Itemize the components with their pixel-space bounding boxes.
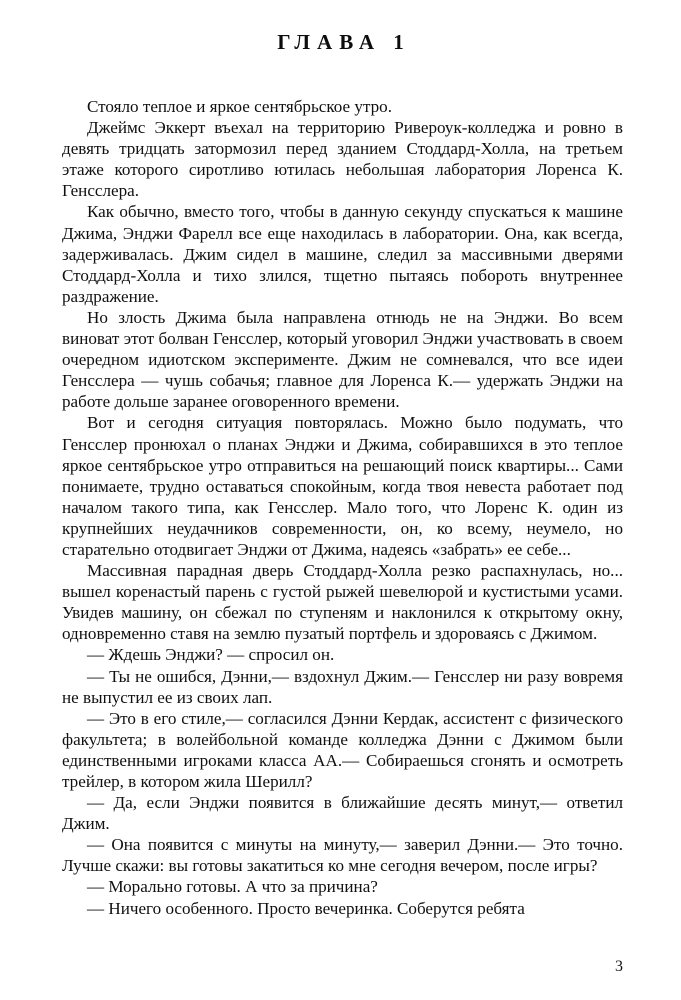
body-text [62,96,623,919]
paragraph: — Морально готовы. А что за причина? [87,877,378,897]
paragraph: — Да, если Энджи появится в ближайшие десять минут,— ответил Джим. [62,793,623,834]
page-number: 3 [615,958,623,975]
paragraph: Вот и сегодня ситуация повторялась. Можно было подумать, что Генсслер пронюхал о планах Энджи и Джима, собиравшихся в это теплое яркое сентябрьское утро отправиться на решающий поиск квартиры... Сами понимаете, трудно оставаться спокойным, когда твоя невеста работает под началом такого типа, как Генсслер. Мало того, что Лоренс К. один из крупнейших неудачников современности, он, ко всему, неумело, но старательно отодвигает Энджи от Джима, надеясь «забрать» ее себе... [62,413,623,559]
chapter-title: ГЛАВА 1 [277,30,411,54]
paragraph: — Она появится с минуты на минуту,— заверил Дэнни.— Это точно. Лучше скажи: вы готовы закатиться ко мне сегодня вечером, после игры? [62,835,623,876]
paragraph: — Это в его стиле,— согласился Дэнни Кердак, ассистент с физического факультета; в волейбольной команде колледжа Дэнни с Джимом были единственными игроками класса АА.— Собираешься сгонять и осмотреть трейлер, в котором жила Шерилл? [62,708,623,791]
paragraph: Джеймс Эккерт въехал на территорию Ривероук-колледжа и ровно в девять тридцать затормозил перед зданием Стоддард-Холла, на третьем этаже которого сиротливо ютилась небольшая лаборатория Лоренса К. Генсслера. [62,118,623,201]
paragraph: Как обычно, вместо того, чтобы в данную секунду спускаться к машине Джима, Энджи Фарелл все еще находилась в лаборатории. Она, как всегда, задерживалась. Джим сидел в машине, следил за массивными дверями Стоддард-Холла и тихо злился, тщетно пытаясь побороть внутреннее раздражение. [62,202,623,306]
paragraph: — Ждешь Энджи? — спросил он. [87,645,335,665]
paragraph: — Ты не ошибся, Дэнни,— вздохнул Джим.— Генсслер ни разу вовремя не выпустил ее из своих лап. [62,666,623,707]
paragraph: Массивная парадная дверь Стоддард-Холла резко распахнулась, но... вышел коренастый парень с густой рыжей шевелюрой и кустистыми усами. Увидев машину, он сбежал по ступеням и наклонился к открытому окну, одновременно ставя на землю пузатый портфель и здороваясь с Джимом. [62,561,623,644]
paragraph: Стояло теплое и яркое сентябрьское утро. [87,97,392,116]
paragraph: Но злость Джима была направлена отнюдь не на Энджи. Во всем виноват этот болван Генсслер, который уговорил Энджи участвовать в своем очередном идиотском эксперименте. Джим не сомневался, что все идеи Генсслера — чушь собачья; главное для Лоренса К.— удержать Энджи на работе дольше заранее оговоренного времени. [62,307,623,412]
paragraph: — Ничего особенного. Просто вечеринка. Соберутся ребята [87,898,525,918]
